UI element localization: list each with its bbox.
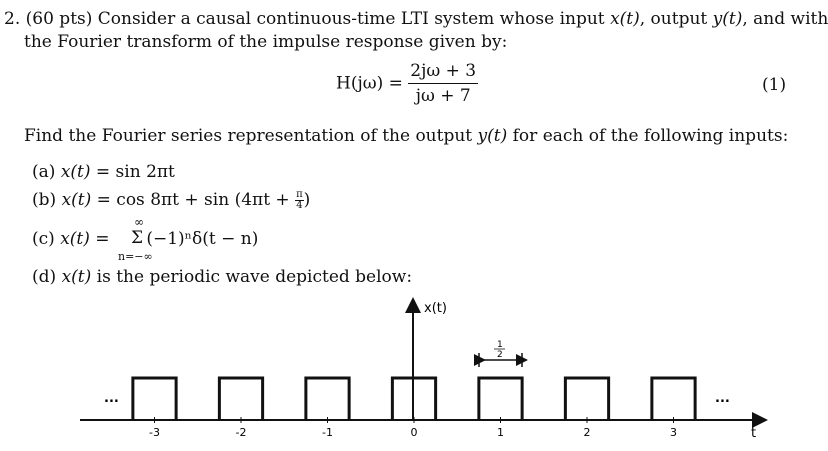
tick-label: 1 [497, 426, 504, 439]
part-c-equals: = [95, 229, 110, 249]
equation-lhs: H(jω) = [336, 73, 403, 94]
square-pulse [133, 378, 176, 420]
task-text [24, 125, 788, 147]
part-d-lhs: x(t) [61, 267, 92, 287]
part-c [32, 228, 258, 250]
square-pulse [219, 378, 262, 420]
problem-number: 2. [4, 9, 21, 29]
ellipsis-left: ... [104, 391, 119, 406]
task-output-signal: y(t) [477, 126, 508, 146]
problem-points: (60 pts) [25, 9, 93, 29]
problem-intro: Consider a causal continuous-time LTI system whose input [97, 9, 605, 29]
part-b-lhs: x(t) [61, 190, 92, 210]
width-annotation-num: 1 [497, 340, 503, 350]
equation-tag: (1) [762, 75, 787, 95]
tick-label: -3 [149, 426, 160, 439]
part-b-rhs: = cos 8πt + sin (4πt + [96, 190, 290, 210]
input-signal: x(t) [610, 9, 640, 29]
square-wave-figure [0, 291, 794, 451]
and-output-text: , output [639, 9, 708, 29]
part-d-rhs: is the periodic wave depicted below: [96, 267, 413, 287]
width-annotation-den: 2 [497, 350, 503, 360]
ellipsis-right: ... [715, 391, 730, 406]
problem-line-1 [4, 8, 828, 30]
sum-upper-limit: ∞ [134, 215, 144, 229]
part-a [32, 161, 175, 183]
square-pulse [306, 378, 349, 420]
part-c-lhs: x(t) [60, 229, 90, 249]
square-pulse [652, 378, 695, 420]
part-c-label: (c) [32, 229, 55, 249]
tick-label: -2 [235, 426, 247, 439]
square-pulse [565, 378, 608, 420]
output-signal: y(t) [712, 9, 743, 29]
part-d-label: (d) [32, 267, 57, 287]
tick-label: -1 [322, 426, 333, 439]
task-before: Find the Fourier series representation of the output [24, 126, 473, 146]
part-b-frac-den: 4 [296, 200, 303, 211]
x-axis-label: t [751, 426, 757, 441]
equation-fraction [408, 61, 478, 106]
part-b-fraction [295, 190, 304, 211]
transfer-function-equation [336, 61, 478, 106]
sum-lower-limit: n=−∞ [118, 250, 153, 263]
part-b [32, 189, 310, 211]
square-pulse [479, 378, 522, 420]
equation-numerator: 2jω + 3 [408, 61, 478, 84]
part-a-label: (a) [32, 162, 56, 182]
part-d [32, 266, 412, 288]
tick-label: 0 [410, 426, 418, 439]
part-a-lhs: x(t) [60, 162, 91, 182]
and-with-text: , and with [742, 9, 828, 29]
part-a-rhs: = sin 2πt [95, 162, 175, 182]
tick-label: 3 [670, 426, 677, 439]
y-axis-label: x(t) [424, 301, 447, 316]
part-b-label: (b) [32, 190, 57, 210]
problem-line-2 [24, 31, 507, 53]
sum-symbol: Σ [131, 228, 144, 248]
part-c-rhs: (−1)ⁿδ(t − n) [146, 229, 259, 249]
problem-intro-2: the Fourier transform of the impulse response given by: [24, 32, 508, 52]
task-after: for each of the following inputs: [512, 126, 789, 146]
tick-label: 2 [583, 426, 591, 439]
part-b-frac-num: π [296, 189, 303, 200]
equation-denominator: jω + 7 [415, 86, 471, 106]
part-b-close: ) [303, 190, 311, 210]
